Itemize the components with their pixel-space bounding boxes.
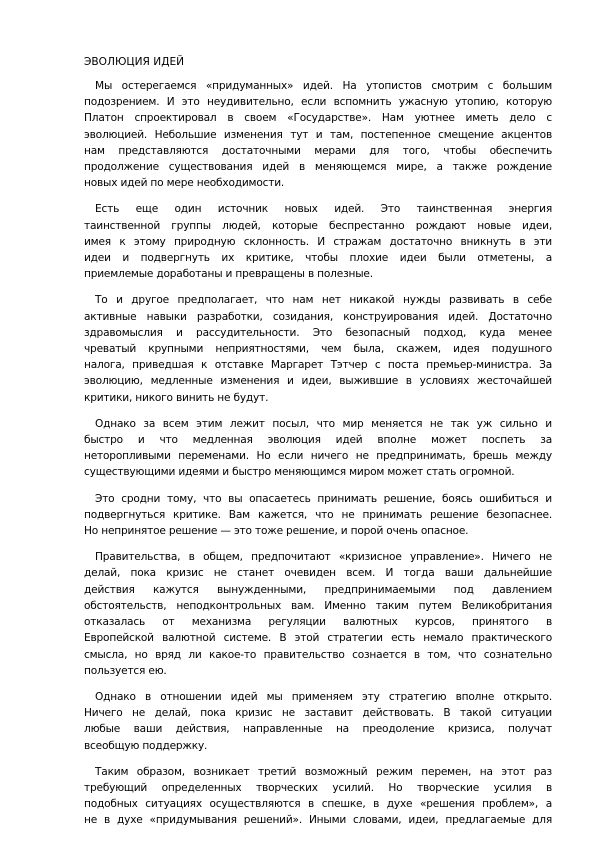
text-line: идеи и подвергнуть их критике, чтобы плохие идеи были отметены, а [84, 252, 552, 265]
text-line: Есть еще один источник новых идей. Это таинственная энергия [95, 203, 552, 216]
text-line: всеобщую поддержку. [84, 739, 208, 752]
text-line: действия кажутся вынужденными, предпринимаемыми под давлением [84, 583, 552, 596]
paragraph [84, 292, 552, 405]
text-line: активные навыки разработки, созидания, конструирования идей. Достаточно [84, 310, 552, 323]
text-line: неторопливыми переменами. Но если ничего не предпринимать, брешь между [84, 450, 552, 463]
text-line: отказалась от механизма регуляции валютных курсов, принятого в [84, 616, 552, 629]
paragraph [84, 549, 552, 679]
text-line: подобных ситуациях осуществляются в спешке, в духе «решения проблем», а [84, 798, 552, 811]
text-line: здравомыслия и рассудительности. Это безопасный подход, куда менее [84, 326, 552, 339]
text-line: продолжение существования идей в меняющемся мире, а также рождение [84, 161, 552, 174]
text-line: Таким образом, возникает третий возможный режим перемен, на этот раз [95, 765, 552, 778]
text-line: обстоятельств, неподконтрольных вам. Именно таким путем Великобритания [84, 599, 552, 612]
text-line: подозрением. И это неудивительно, если вспомнить ужасную утопию, которую [84, 96, 552, 109]
text-line: нам представляются достаточными мерами для того, чтобы обеспечить [84, 144, 552, 157]
text-line: То и другое предполагает, что нам нет никакой нужды развивать в себе [95, 294, 552, 307]
text-line: Однако в отношении идей мы применяем эту стратегию вполне открыто. [95, 690, 552, 703]
paragraph [84, 491, 552, 540]
text-line: приемлемые доработаны и превращены в полезные. [84, 268, 373, 281]
text-line: быстро и что медленная эволюция идей вполне может поспеть за [84, 434, 552, 447]
text-line: Ничего не делай, пока кризис не заставит действовать. В такой ситуации [84, 707, 552, 720]
text-line: эволюцию, медленные изменения и идеи, выжившие в условиях жесточайшей [84, 375, 552, 388]
text-line: новых идей по мере необходимости. [84, 177, 285, 190]
text-line: Платон спроектировал в своем «Государстве». Нам уютнее иметь дело с [84, 112, 552, 125]
text-line: пользуется ею. [84, 664, 167, 677]
text-line: Но непринятое решение — это тоже решение, и порой очень опасное. [84, 525, 469, 538]
text-line: эволюцией. Небольшие изменения тут и там, постепенное смещение акцентов [84, 128, 552, 141]
paragraph [84, 416, 552, 481]
text-line: делай, пока кризис не станет очевиден всем. И тогда ваши дальнейшие [84, 567, 552, 580]
text-line: смысла, но вряд ли какое-то правительство сознается в том, что сознательно [84, 648, 552, 661]
paragraph [84, 764, 552, 829]
text-line: Европейской валютной системе. В этой стратегии есть немало практического [84, 632, 552, 645]
text-line: критики, никого винить не будут. [84, 391, 269, 404]
text-line: подвергнуться критике. Вам кажется, что не принимать решение безопаснее. [84, 508, 552, 521]
paragraph [84, 78, 552, 191]
text-line: налога, приведшая к отставке Маргарет Тэтчер с поста премьер-министра. За [84, 359, 552, 372]
text-line: Однако за всем этим лежит посыл, что мир меняется не так уж сильно и [95, 417, 552, 430]
text-line: любые ваши действия, направленные на преодоление кризиса, получат [84, 723, 552, 736]
text-line: чреватый крупными неприятностями, чем была, скажем, идея подушного [84, 343, 552, 356]
text-line: имея к этому природную склонность. И стражам достаточно вникнуть в эти [84, 235, 552, 248]
text-line: требующий определенных творческих усилий. Но творческие усилия в [84, 781, 552, 794]
text-line: не в духе «придумывания решений». Иными словами, идеи, предлагаемые для [84, 814, 552, 827]
paragraph [84, 689, 552, 754]
document-body [84, 56, 552, 839]
text-line: таинственной группы людей, которые беспрестанно рождают новые идеи, [84, 219, 552, 232]
paragraph [84, 201, 552, 282]
text-line: Мы остерегаемся «придуманных» идей. На утопистов смотрим с большим [95, 80, 552, 92]
text-line: Правительства, в общем, предпочитают «кризисное управление». Ничего не [95, 551, 552, 564]
document-title: ЭВОЛЮЦИЯ ИДЕЙ [84, 56, 185, 68]
text-line: существующими идеями и быстро меняющимся миром может стать огромной. [84, 466, 515, 479]
text-line: Это сродни тому, что вы опасаетесь принимать решение, боясь ошибиться и [95, 492, 552, 505]
